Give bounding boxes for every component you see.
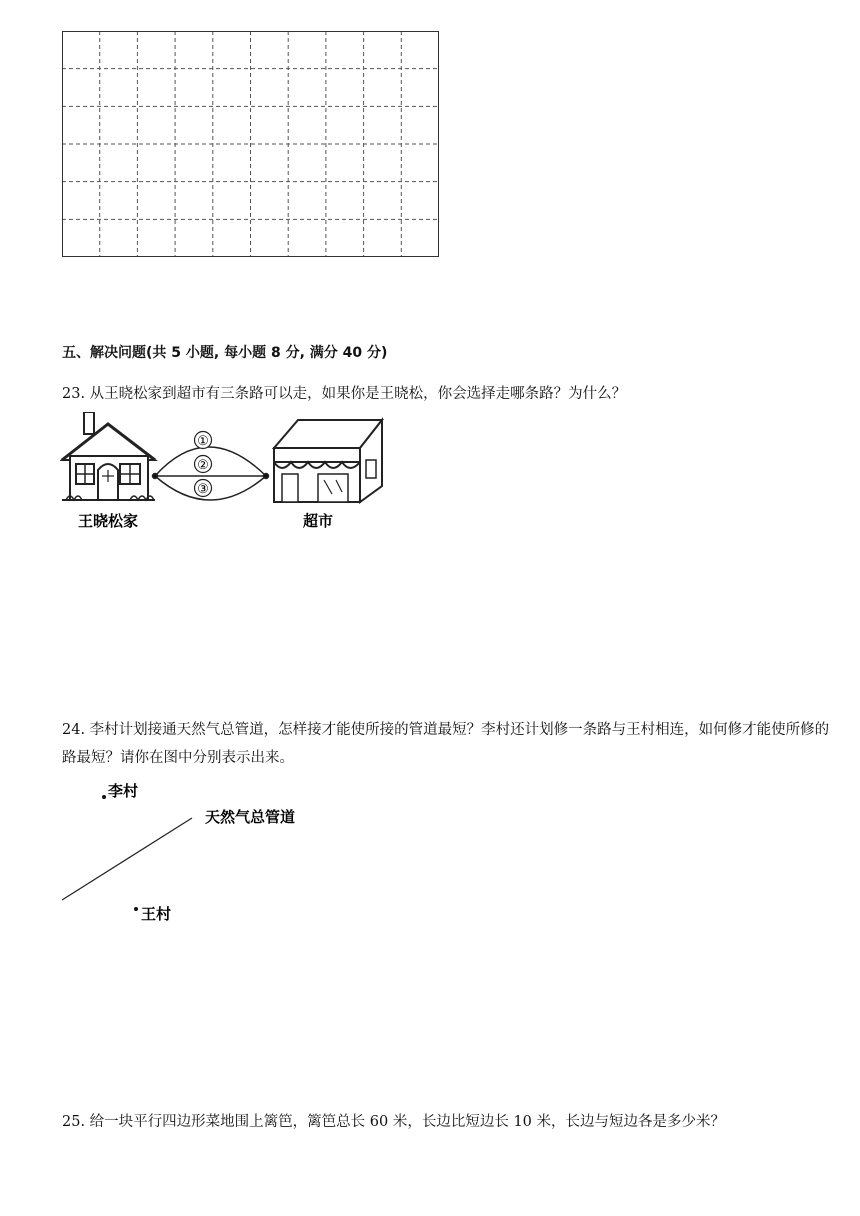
village-li-point bbox=[102, 795, 106, 799]
village-wang-point bbox=[134, 907, 138, 911]
section-heading: 五、解决问题(共 5 小题, 每小题 8 分, 满分 40 分) bbox=[62, 345, 388, 361]
route-number-1 bbox=[195, 432, 212, 450]
supermarket-label: 超市 bbox=[302, 512, 334, 530]
question-24-text: 24. 李村计划接通天然气总管道，怎样接才能使所接的管道最短？李村还计划修一条路与王村相连，如何修才能使所修的路最短？请你在图中分别表示出来。 bbox=[62, 722, 830, 766]
svg-text:①: ① bbox=[197, 434, 209, 449]
house-icon bbox=[62, 412, 155, 500]
route-number-2 bbox=[195, 456, 212, 474]
home-label: 王晓松家 bbox=[77, 512, 139, 530]
village-wang-label: 王村 bbox=[141, 905, 172, 923]
pipeline-label: 天然气总管道 bbox=[205, 808, 296, 826]
dashed-grid-area bbox=[62, 31, 439, 257]
village-li-label: 李村 bbox=[108, 782, 139, 800]
svg-text:②: ② bbox=[197, 458, 209, 473]
supermarket-icon bbox=[274, 420, 382, 502]
gas-pipeline-line bbox=[62, 818, 192, 900]
question-25-text: 25. 给一块平行四边形菜地围上篱笆，篱笆总长 60 米，长边比短边长 10 米，长边与短边各是多少米？ bbox=[62, 1114, 726, 1130]
route-figure bbox=[60, 412, 390, 534]
pipeline-figure bbox=[58, 780, 358, 925]
svg-text:③: ③ bbox=[197, 482, 209, 497]
question-23-text: 23. 从王晓松家到超市有三条路可以走，如果你是王晓松，你会选择走哪条路？为什么？ bbox=[62, 386, 627, 402]
route-number-3 bbox=[195, 480, 212, 498]
